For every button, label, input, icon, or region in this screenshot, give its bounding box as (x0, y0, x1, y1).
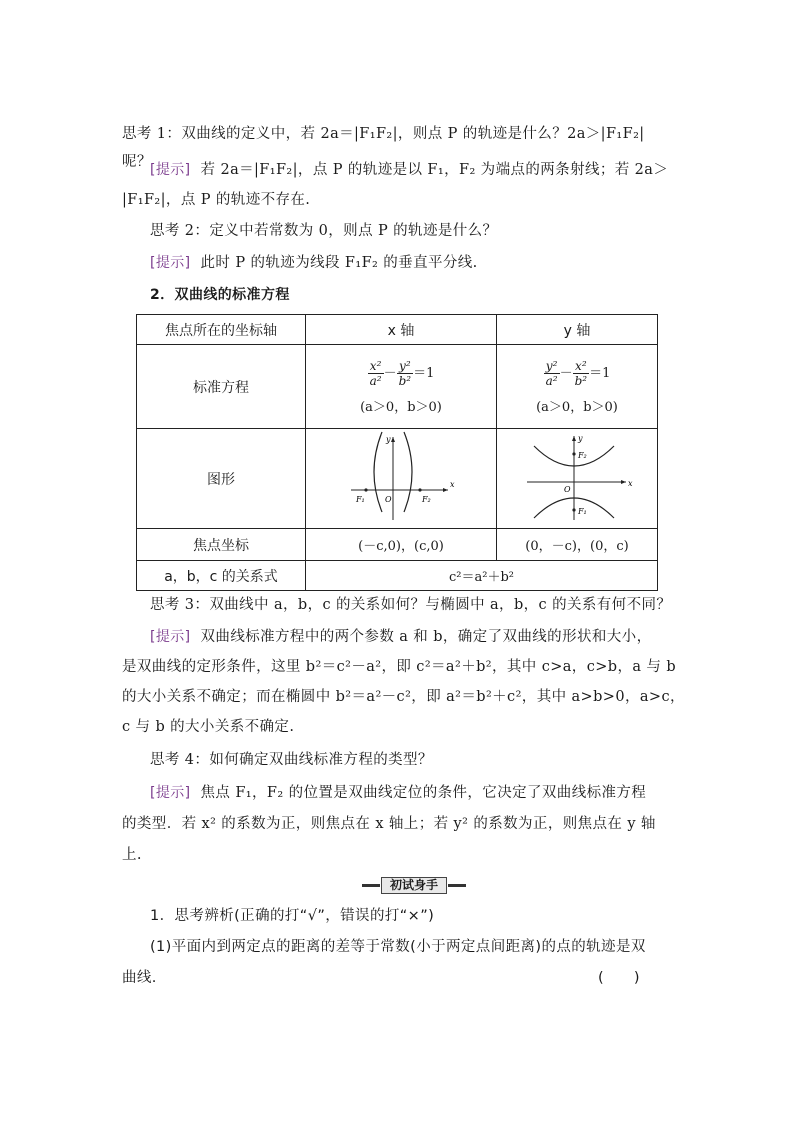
graph-y-axis (497, 429, 658, 529)
hyperbola-x-graph (346, 432, 456, 522)
hint3-line2: 是双曲线的定形条件，这里 b²＝c²－a²，即 c²＝a²＋b²，其中 c>a，c>b，a 与 b (122, 659, 677, 675)
hint3-line4: c 与 b 的大小关系不确定. (122, 719, 295, 735)
svg-text:F₁: F₁ (578, 506, 587, 516)
think2: 思考 2：定义中若常数为 0，则点 P 的轨迹是什么？ (150, 223, 498, 239)
standard-equation-table (136, 314, 658, 591)
hint1-line1: [提示] 若 2a＝|F₁F₂|，点 P 的轨迹是以 F₁，F₂ 为端点的两条射线；若 2a＞ (150, 162, 669, 178)
focus-y: (0，－c)，(0，c) (497, 529, 658, 561)
equation-x: $\frac{\text{x²}}{\text{a²}}$ － $\frac{\text{y²}}{\text{b²}}$ ＝1 (a＞0，b＞0) (306, 345, 497, 429)
svg-text:x: x (450, 479, 455, 489)
hint-label: [提示] (150, 255, 191, 271)
hint1-line2: |F₁F₂|，点 P 的轨迹不存在. (122, 192, 311, 208)
exercise1-item1-line1: (1)平面内到两定点的距离的差等于常数(小于两定点间距离)的点的轨迹是双 (150, 939, 646, 955)
hint-label: [提示] (150, 162, 191, 178)
row-graph-label: 图形 (137, 429, 306, 529)
exercise1-item1-line2: 曲线. (122, 970, 157, 986)
hint3-line3: 的大小关系不确定；而在椭圆中 b²＝a²－c²，即 a²＝b²＋c²，其中 a>b>0，a>c， (122, 689, 685, 705)
hyperbola-y-graph (522, 432, 632, 522)
hint2: [提示] 此时 P 的轨迹为线段 F₁F₂ 的垂直平分线. (150, 255, 478, 271)
think1-line1: 思考 1：双曲线的定义中，若 2a＝|F₁F₂|，则点 P 的轨迹是什么？2a＞|F₁F₂| (122, 126, 645, 142)
row-relation-label: a，b，c 的关系式 (137, 561, 306, 591)
svg-text:O: O (385, 494, 392, 504)
svg-text:y: y (578, 433, 583, 443)
svg-text:y: y (386, 434, 391, 444)
row-equation-label: 标准方程 (137, 345, 306, 429)
think3: 思考 3：双曲线中 a，b，c 的关系如何？与椭圆中 a，b，c 的关系有何不同？ (150, 597, 672, 613)
row-focus-label: 焦点坐标 (137, 529, 306, 561)
answer-blank[interactable]: ( ) (598, 970, 640, 986)
svg-text:O: O (564, 484, 571, 494)
header-y-axis: y 轴 (497, 315, 658, 345)
hint4-line1: [提示] 焦点 F₁，F₂ 的位置是双曲线定位的条件，它决定了双曲线标准方程 (150, 785, 647, 801)
hint-label: [提示] (150, 629, 191, 645)
svg-text:F₂: F₂ (422, 494, 431, 504)
hint4-line3: 上. (122, 847, 142, 863)
hint4-line2: 的类型．若 x² 的系数为正，则焦点在 x 轴上；若 y² 的系数为正，则焦点在 y 轴 (122, 816, 656, 832)
relation-value: c²＝a²＋b² (306, 561, 658, 591)
header-x-axis: x 轴 (306, 315, 497, 345)
svg-text:x: x (628, 478, 633, 488)
equation-y: $\frac{\text{y²}}{\text{a²}}$ － $\frac{\text{x²}}{\text{b²}}$ ＝1 (a＞0，b＞0) (497, 345, 658, 429)
graph-x-axis (306, 429, 497, 529)
focus-x: (－c,0)，(c,0) (306, 529, 497, 561)
section2-title: 2．双曲线的标准方程 (150, 287, 290, 303)
exercise1-title: 1．思考辨析(正确的打“√”，错误的打“×”) (150, 908, 435, 924)
think1-line2: 呢？ (122, 154, 152, 170)
think4: 思考 4：如何确定双曲线标准方程的类型？ (150, 752, 433, 768)
hint-label: [提示] (150, 785, 191, 801)
section-badge: 初试身手 (362, 876, 466, 894)
svg-text:F₁: F₁ (356, 494, 365, 504)
hint3-line1: [提示] 双曲线标准方程中的两个参数 a 和 b，确定了双曲线的形状和大小， (150, 629, 652, 645)
svg-text:F₂: F₂ (578, 450, 587, 460)
header-axis: 焦点所在的坐标轴 (137, 315, 306, 345)
